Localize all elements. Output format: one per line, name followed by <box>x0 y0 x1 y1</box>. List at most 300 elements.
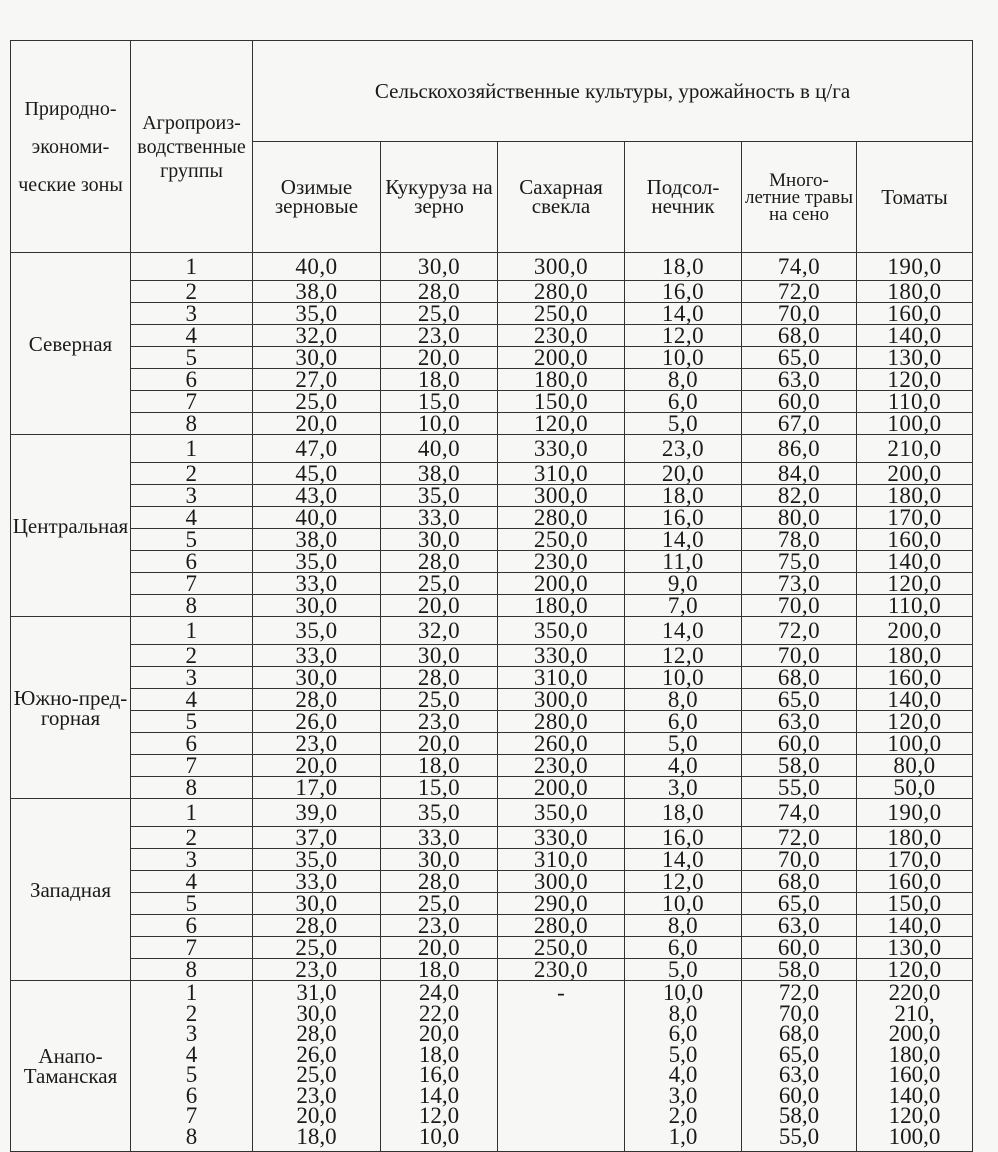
table-row <box>11 507 973 529</box>
table-row <box>11 595 973 617</box>
yield-value: 110,0 <box>857 595 973 617</box>
group-number: 1 <box>131 435 253 463</box>
yield-value: 170,0 <box>857 849 973 871</box>
yield-value: 18,0 <box>625 253 742 281</box>
yield-value: 60,0 <box>742 733 857 755</box>
zone-anapa-body <box>11 981 973 1152</box>
yield-table <box>10 40 973 1152</box>
yield-value: 300,0 <box>498 871 625 893</box>
table-row <box>11 849 973 871</box>
yield-value: 200,0 <box>498 347 625 369</box>
yield-value: 190,0 <box>857 253 973 281</box>
yield-value: 58,0 <box>742 959 857 981</box>
yield-value: 74,0 <box>742 253 857 281</box>
yield-value: 63,0 <box>742 369 857 391</box>
yield-value: 35,0 <box>253 617 381 645</box>
list-item: 16,0 <box>418 1062 460 1087</box>
yield-value: 72,0 <box>742 617 857 645</box>
yield-value: 230,0 <box>498 551 625 573</box>
yield-value: 12,0 <box>625 645 742 667</box>
list-item: 6 <box>185 1082 198 1108</box>
yield-value: 300,0 <box>498 253 625 281</box>
list-item: 31,0 <box>296 980 337 1005</box>
yield-value: 26,0 <box>253 711 381 733</box>
yield-value: 28,0 <box>381 871 498 893</box>
group-number: 4 <box>131 871 253 893</box>
yield-value: 18,0 <box>625 485 742 507</box>
yield-value: 35,0 <box>253 303 381 325</box>
yield-value: 33,0 <box>253 645 381 667</box>
list-item: 8,0 <box>668 1000 698 1026</box>
yield-value: 300,0 <box>498 689 625 711</box>
list-item: 1 <box>185 980 198 1005</box>
yield-value: 130,0 <box>857 937 973 959</box>
yield-value: 25,0 <box>381 893 498 915</box>
list-item: 160,0 <box>888 1062 941 1087</box>
yield-value: 200,0 <box>498 573 625 595</box>
list-item: 120,0 <box>888 1103 941 1128</box>
yield-value: 33,0 <box>381 827 498 849</box>
group-number: 5 <box>131 529 253 551</box>
yield-value: 15,0 <box>381 777 498 799</box>
anapa-groups-column <box>131 981 253 1152</box>
yield-value: 280,0 <box>498 281 625 303</box>
table-row <box>11 711 973 733</box>
list-item: 18,0 <box>418 1041 460 1067</box>
table-row <box>11 959 973 981</box>
yield-value: 150,0 <box>857 893 973 915</box>
table-row <box>11 937 973 959</box>
yield-value: 10,0 <box>625 893 742 915</box>
group-number: 8 <box>131 595 253 617</box>
table-row <box>11 827 973 849</box>
list-item: 3 <box>185 1021 198 1046</box>
zone-name: Западная <box>11 799 131 981</box>
table-row <box>11 435 973 463</box>
zone-name: Анапо-Таманская <box>11 981 131 1152</box>
yield-value: 9,0 <box>625 573 742 595</box>
table-row <box>11 325 973 347</box>
yield-value: 160,0 <box>857 529 973 551</box>
yield-value: 120,0 <box>498 413 625 435</box>
anapa-winter-grain-column <box>253 981 381 1152</box>
yield-value: 280,0 <box>498 915 625 937</box>
table-row <box>11 915 973 937</box>
yield-table-sheet <box>10 40 972 1149</box>
yield-value: 310,0 <box>498 667 625 689</box>
yield-value: 250,0 <box>498 529 625 551</box>
yield-value: 65,0 <box>742 893 857 915</box>
yield-value: 160,0 <box>857 871 973 893</box>
yield-value: 140,0 <box>857 689 973 711</box>
yield-value: 70,0 <box>742 645 857 667</box>
yield-value: 140,0 <box>857 325 973 347</box>
yield-value: 7,0 <box>625 595 742 617</box>
table-row <box>11 645 973 667</box>
yield-value: 100,0 <box>857 733 973 755</box>
list-item: 20,0 <box>296 1103 337 1128</box>
yield-value: 17,0 <box>253 777 381 799</box>
list-item: 220,0 <box>888 980 941 1005</box>
list-item: 7 <box>185 1103 198 1128</box>
list-item: 6,0 <box>668 1021 698 1046</box>
yield-value: 30,0 <box>381 529 498 551</box>
yield-value: 10,0 <box>625 347 742 369</box>
table-row <box>11 253 973 281</box>
group-number: 4 <box>131 507 253 529</box>
yield-value: 8,0 <box>625 915 742 937</box>
yield-value: 28,0 <box>253 915 381 937</box>
table-row <box>11 391 973 413</box>
yield-value: 58,0 <box>742 755 857 777</box>
list-item: 22,0 <box>418 1000 460 1026</box>
anapa-perennial-grass-column <box>742 981 857 1152</box>
list-item: 28,0 <box>296 1021 337 1046</box>
yield-value: 30,0 <box>381 253 498 281</box>
yield-value: 200,0 <box>857 463 973 485</box>
header-crops-span: Сельскохозяйственные культуры, урожайность в ц/га <box>253 41 973 142</box>
group-number: 5 <box>131 893 253 915</box>
yield-value: 50,0 <box>857 777 973 799</box>
yield-value: 23,0 <box>381 711 498 733</box>
yield-value: 35,0 <box>381 485 498 507</box>
group-number: 2 <box>131 463 253 485</box>
table-row <box>11 551 973 573</box>
yield-value: 82,0 <box>742 485 857 507</box>
zone-name: Центральная <box>11 435 131 617</box>
group-number: 3 <box>131 303 253 325</box>
list-item: 5,0 <box>668 1041 698 1067</box>
zone-name: Южно-пред-горная <box>11 617 131 799</box>
yield-value: 33,0 <box>381 507 498 529</box>
group-number: 6 <box>131 733 253 755</box>
yield-value: 110,0 <box>857 391 973 413</box>
zones-body <box>11 253 973 981</box>
group-number: 1 <box>131 617 253 645</box>
yield-value: 65,0 <box>742 689 857 711</box>
group-number: 8 <box>131 777 253 799</box>
yield-value: 63,0 <box>742 915 857 937</box>
yield-value: 33,0 <box>253 573 381 595</box>
yield-value: 250,0 <box>498 937 625 959</box>
group-number: 8 <box>131 959 253 981</box>
yield-value: 23,0 <box>381 915 498 937</box>
yield-value: 180,0 <box>857 827 973 849</box>
yield-value: 230,0 <box>498 959 625 981</box>
yield-value: 120,0 <box>857 959 973 981</box>
yield-value: 12,0 <box>625 871 742 893</box>
yield-value: 180,0 <box>857 645 973 667</box>
header-group: Агропроиз-водственные группы <box>131 41 253 253</box>
table-row <box>11 799 973 827</box>
yield-value: 210,0 <box>857 435 973 463</box>
yield-value: 23,0 <box>625 435 742 463</box>
yield-value: 55,0 <box>742 777 857 799</box>
yield-value: 39,0 <box>253 799 381 827</box>
yield-value: 16,0 <box>625 827 742 849</box>
yield-value: 8,0 <box>625 369 742 391</box>
table-row <box>11 485 973 507</box>
yield-value: 330,0 <box>498 827 625 849</box>
list-item: 65,0 <box>778 1041 820 1067</box>
yield-value: 68,0 <box>742 871 857 893</box>
table-row <box>11 755 973 777</box>
group-number: 6 <box>131 915 253 937</box>
header-crop-sugar-beet: Сахарная свекла <box>498 142 625 253</box>
group-number: 5 <box>131 711 253 733</box>
yield-value: 25,0 <box>381 573 498 595</box>
group-number: 5 <box>131 347 253 369</box>
list-item: 4 <box>185 1041 198 1067</box>
list-item: 23,0 <box>296 1082 337 1108</box>
yield-value: 160,0 <box>857 667 973 689</box>
yield-value: 70,0 <box>742 595 857 617</box>
anapa-sunflower-column <box>625 981 742 1152</box>
group-number: 1 <box>131 799 253 827</box>
yield-value: 23,0 <box>253 733 381 755</box>
yield-value: 12,0 <box>625 325 742 347</box>
yield-value: 280,0 <box>498 711 625 733</box>
yield-value: 86,0 <box>742 435 857 463</box>
list-item: 8 <box>185 1123 198 1149</box>
yield-value: 290,0 <box>498 893 625 915</box>
list-item: 18,0 <box>296 1123 337 1149</box>
yield-value: 350,0 <box>498 617 625 645</box>
table-row <box>11 777 973 799</box>
yield-value: 10,0 <box>625 667 742 689</box>
yield-value: 6,0 <box>625 391 742 413</box>
list-item: 30,0 <box>296 1000 337 1026</box>
yield-value: 20,0 <box>381 595 498 617</box>
yield-value: 74,0 <box>742 799 857 827</box>
yield-value: 30,0 <box>253 347 381 369</box>
group-number: 4 <box>131 689 253 711</box>
yield-value: 3,0 <box>625 777 742 799</box>
yield-value: 70,0 <box>742 303 857 325</box>
yield-value: 230,0 <box>498 755 625 777</box>
table-row <box>11 369 973 391</box>
yield-value: 72,0 <box>742 827 857 849</box>
group-number: 2 <box>131 645 253 667</box>
yield-value: 150,0 <box>498 391 625 413</box>
list-item: 3,0 <box>668 1082 698 1108</box>
yield-value: 14,0 <box>625 849 742 871</box>
yield-value: 5,0 <box>625 413 742 435</box>
yield-value: 20,0 <box>253 755 381 777</box>
list-item: 200,0 <box>888 1021 941 1046</box>
yield-value: 38,0 <box>381 463 498 485</box>
yield-value: 8,0 <box>625 689 742 711</box>
yield-value: 23,0 <box>381 325 498 347</box>
list-item: 72,0 <box>778 980 820 1005</box>
table-row <box>11 573 973 595</box>
yield-value: 35,0 <box>381 799 498 827</box>
yield-value: 68,0 <box>742 667 857 689</box>
table-row <box>11 281 973 303</box>
yield-value: 120,0 <box>857 369 973 391</box>
yield-value: 14,0 <box>625 617 742 645</box>
yield-value: 40,0 <box>381 435 498 463</box>
yield-value: 190,0 <box>857 799 973 827</box>
yield-value: 350,0 <box>498 799 625 827</box>
yield-value: 80,0 <box>742 507 857 529</box>
yield-value: 14,0 <box>625 529 742 551</box>
yield-value: 63,0 <box>742 711 857 733</box>
group-number: 6 <box>131 551 253 573</box>
list-item: 140,0 <box>888 1082 941 1108</box>
yield-value: 60,0 <box>742 937 857 959</box>
yield-value: 120,0 <box>857 711 973 733</box>
yield-value: 10,0 <box>381 413 498 435</box>
yield-value: 300,0 <box>498 485 625 507</box>
group-number: 8 <box>131 413 253 435</box>
yield-value: 130,0 <box>857 347 973 369</box>
list-item: 26,0 <box>296 1041 337 1067</box>
yield-value: 38,0 <box>253 529 381 551</box>
list-item: 4,0 <box>668 1062 698 1087</box>
yield-value: 330,0 <box>498 645 625 667</box>
yield-value: 100,0 <box>857 413 973 435</box>
yield-value: 28,0 <box>381 667 498 689</box>
yield-value: 70,0 <box>742 849 857 871</box>
group-number: 3 <box>131 667 253 689</box>
header-crop-perennial-grass: Много-летние травы на сено <box>742 142 857 253</box>
yield-value: 30,0 <box>253 595 381 617</box>
yield-value: 47,0 <box>253 435 381 463</box>
yield-value: 33,0 <box>253 871 381 893</box>
yield-value: 6,0 <box>625 711 742 733</box>
zone-name: Северная <box>11 253 131 435</box>
yield-value: 25,0 <box>381 303 498 325</box>
list-item: 58,0 <box>778 1103 820 1128</box>
yield-value: 11,0 <box>625 551 742 573</box>
yield-value: 67,0 <box>742 413 857 435</box>
yield-value: 15,0 <box>381 391 498 413</box>
yield-value: 73,0 <box>742 573 857 595</box>
yield-value: 38,0 <box>253 281 381 303</box>
header-crop-sunflower: Подсол-нечник <box>625 142 742 253</box>
yield-value: 160,0 <box>857 303 973 325</box>
yield-value: 280,0 <box>498 507 625 529</box>
list-item: 1,0 <box>668 1123 698 1149</box>
list-item: 100,0 <box>888 1123 941 1149</box>
header-crop-corn: Кукуруза на зерно <box>381 142 498 253</box>
yield-value: 23,0 <box>253 959 381 981</box>
group-number: 7 <box>131 937 253 959</box>
yield-value: 60,0 <box>742 391 857 413</box>
table-row <box>11 871 973 893</box>
list-item: 210, <box>894 1000 935 1026</box>
list-item: 60,0 <box>778 1082 820 1108</box>
list-item: 24,0 <box>418 980 460 1005</box>
yield-value: 40,0 <box>253 253 381 281</box>
yield-value: 35,0 <box>253 551 381 573</box>
yield-value: 28,0 <box>381 281 498 303</box>
list-item: 12,0 <box>418 1103 460 1128</box>
yield-value: 45,0 <box>253 463 381 485</box>
yield-value: 200,0 <box>857 617 973 645</box>
yield-value: 200,0 <box>498 777 625 799</box>
yield-value: 84,0 <box>742 463 857 485</box>
yield-value: 180,0 <box>498 369 625 391</box>
yield-value: 78,0 <box>742 529 857 551</box>
header-crop-tomatoes: Томаты <box>857 142 973 253</box>
header-zone: Природно-экономи-ческие зоны <box>11 41 131 253</box>
anapa-sugar-beet-cell: - <box>498 981 625 1152</box>
yield-value: 37,0 <box>253 827 381 849</box>
yield-value: 32,0 <box>253 325 381 347</box>
yield-value: 18,0 <box>625 799 742 827</box>
group-number: 2 <box>131 281 253 303</box>
yield-value: 330,0 <box>498 435 625 463</box>
anapa-tomatoes-column <box>857 981 973 1152</box>
list-item: 10,0 <box>418 1123 460 1149</box>
table-row <box>11 667 973 689</box>
anapa-corn-column <box>381 981 498 1152</box>
yield-value: 18,0 <box>381 959 498 981</box>
table-row <box>11 689 973 711</box>
yield-value: 72,0 <box>742 281 857 303</box>
yield-value: 5,0 <box>625 733 742 755</box>
yield-value: 16,0 <box>625 281 742 303</box>
table-row <box>11 413 973 435</box>
yield-value: 250,0 <box>498 303 625 325</box>
list-item: 5 <box>185 1062 198 1087</box>
group-number: 6 <box>131 369 253 391</box>
table-row <box>11 529 973 551</box>
list-item: 70,0 <box>778 1000 820 1026</box>
yield-value: 28,0 <box>381 551 498 573</box>
yield-value: 30,0 <box>253 667 381 689</box>
group-number: 4 <box>131 325 253 347</box>
table-row <box>11 617 973 645</box>
group-number: 7 <box>131 755 253 777</box>
yield-value: 75,0 <box>742 551 857 573</box>
yield-value: 20,0 <box>381 733 498 755</box>
yield-value: 25,0 <box>381 689 498 711</box>
yield-value: 20,0 <box>253 413 381 435</box>
yield-value: 65,0 <box>742 347 857 369</box>
yield-value: 40,0 <box>253 507 381 529</box>
yield-value: 20,0 <box>625 463 742 485</box>
group-number: 1 <box>131 253 253 281</box>
yield-value: 180,0 <box>857 485 973 507</box>
yield-value: 310,0 <box>498 849 625 871</box>
yield-value: 27,0 <box>253 369 381 391</box>
yield-value: 120,0 <box>857 573 973 595</box>
table-row <box>11 893 973 915</box>
yield-value: 170,0 <box>857 507 973 529</box>
yield-value: 180,0 <box>857 281 973 303</box>
list-item: 25,0 <box>296 1062 337 1087</box>
yield-value: 140,0 <box>857 551 973 573</box>
yield-value: 20,0 <box>381 937 498 959</box>
yield-value: 230,0 <box>498 325 625 347</box>
list-item: 10,0 <box>662 980 704 1005</box>
table-row <box>11 463 973 485</box>
list-item: 2 <box>185 1000 198 1026</box>
yield-value: 14,0 <box>625 303 742 325</box>
group-number: 2 <box>131 827 253 849</box>
yield-value: 5,0 <box>625 959 742 981</box>
list-item: 180,0 <box>888 1041 941 1067</box>
yield-value: 30,0 <box>253 893 381 915</box>
yield-value: 16,0 <box>625 507 742 529</box>
list-item: 14,0 <box>418 1082 460 1108</box>
yield-value: 18,0 <box>381 369 498 391</box>
group-number: 7 <box>131 391 253 413</box>
yield-value: 35,0 <box>253 849 381 871</box>
